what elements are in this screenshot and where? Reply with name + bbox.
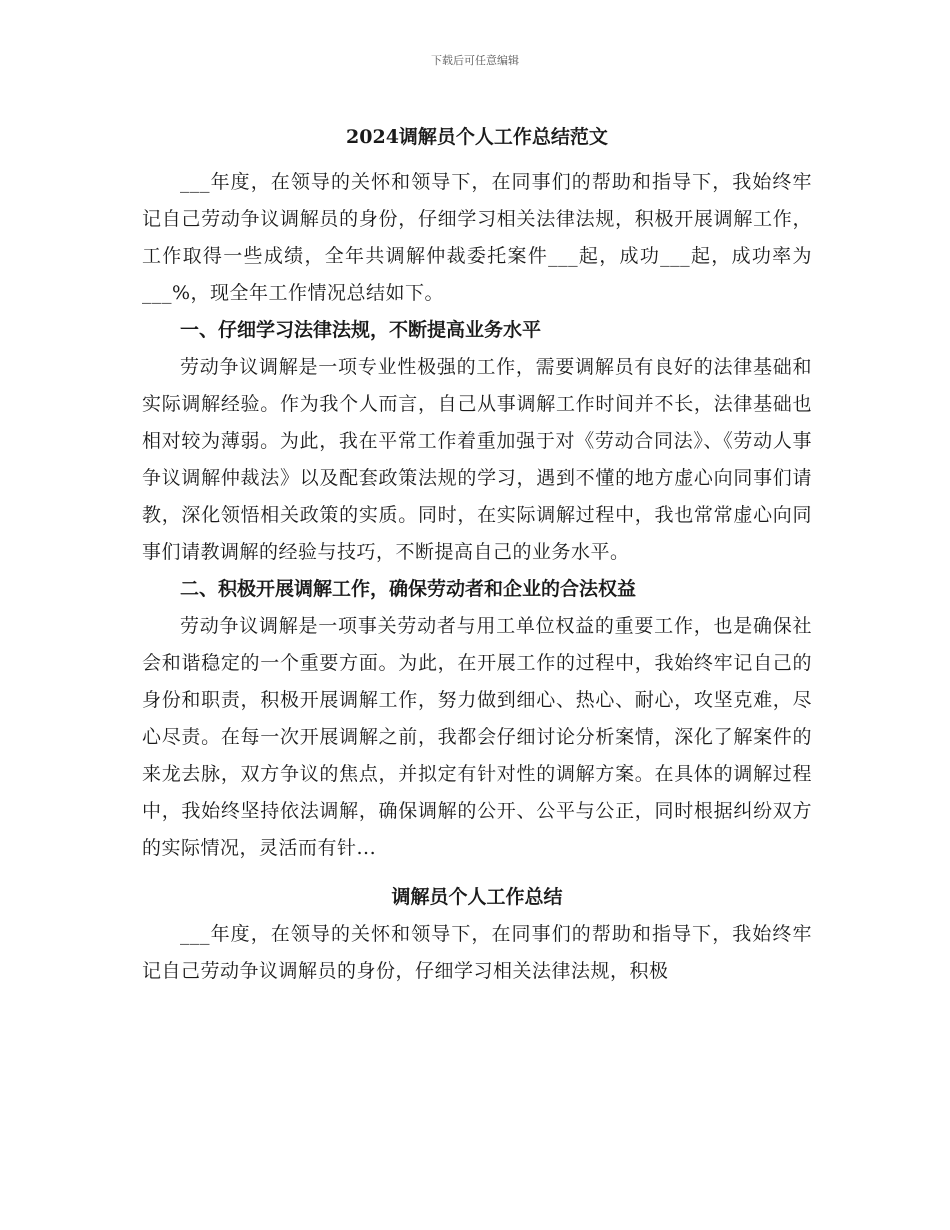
section-2-paragraph: 劳动争议调解是一项事关劳动者与用工单位权益的重要工作，也是确保社会和谐稳定的一个重要方面。为此，在开展工作的过程中，我始终牢记自己的身份和职责，积极开展调解工作，努力做到细心、热心、耐心，攻坚克难，尽心尽责。在每一次开展调解之前，我都会仔细讨论分析案情，深化了解案件的来龙去脉，双方争议的焦点，并拟定有针对性的调解方案。在具体的调解过程中，我始终坚持依法调解，确保调解的公开、公平与公正，同时根据纠纷双方的实际情况，灵活而有针...: [142, 615, 812, 859]
document-title: 2024调解员个人工作总结范文: [346, 126, 608, 148]
second-intro-paragraph: ___年度，在领导的关怀和领导下，在同事们的帮助和指导下，我始终牢记自己劳动争议调解员的身份，仔细学习相关法律法规，积极: [142, 923, 812, 982]
section-1-paragraph: 劳动争议调解是一项专业性极强的工作，需要调解员有良好的法律基础和实际调解经验。作为我个人而言，自己从事调解工作时间并不长，法律基础也相对较为薄弱。为此，我在平常工作着重加强于对《劳动合同法》、《劳动人事争议调解仲裁法》以及配套政策法规的学习，遇到不懂的地方虚心向同事们请教，深化领悟相关政策的实质。同时，在实际调解过程中，我也常常虚心向同事们请教调解的经验与技巧，不断提高自己的业务水平。: [142, 356, 812, 563]
section-heading-1: 一、仔细学习法律法规，不断提高业务水平: [180, 319, 542, 341]
document-body: [142, 118, 812, 990]
section-heading-2: 二、积极开展调解工作，确保劳动者和企业的合法权益: [180, 578, 637, 600]
second-document-title: 调解员个人工作总结: [391, 886, 563, 908]
header-note: 下载后可任意编辑: [431, 54, 519, 67]
intro-paragraph: ___年度，在领导的关怀和领导下，在同事们的帮助和指导下，我始终牢记自己劳动争议调解员的身份，仔细学习相关法律法规，积极开展调解工作，工作取得一些成绩，全年共调解仲裁委托案件___起，成功___起，成功率为___%，现全年工作情况总结如下。: [142, 171, 812, 304]
